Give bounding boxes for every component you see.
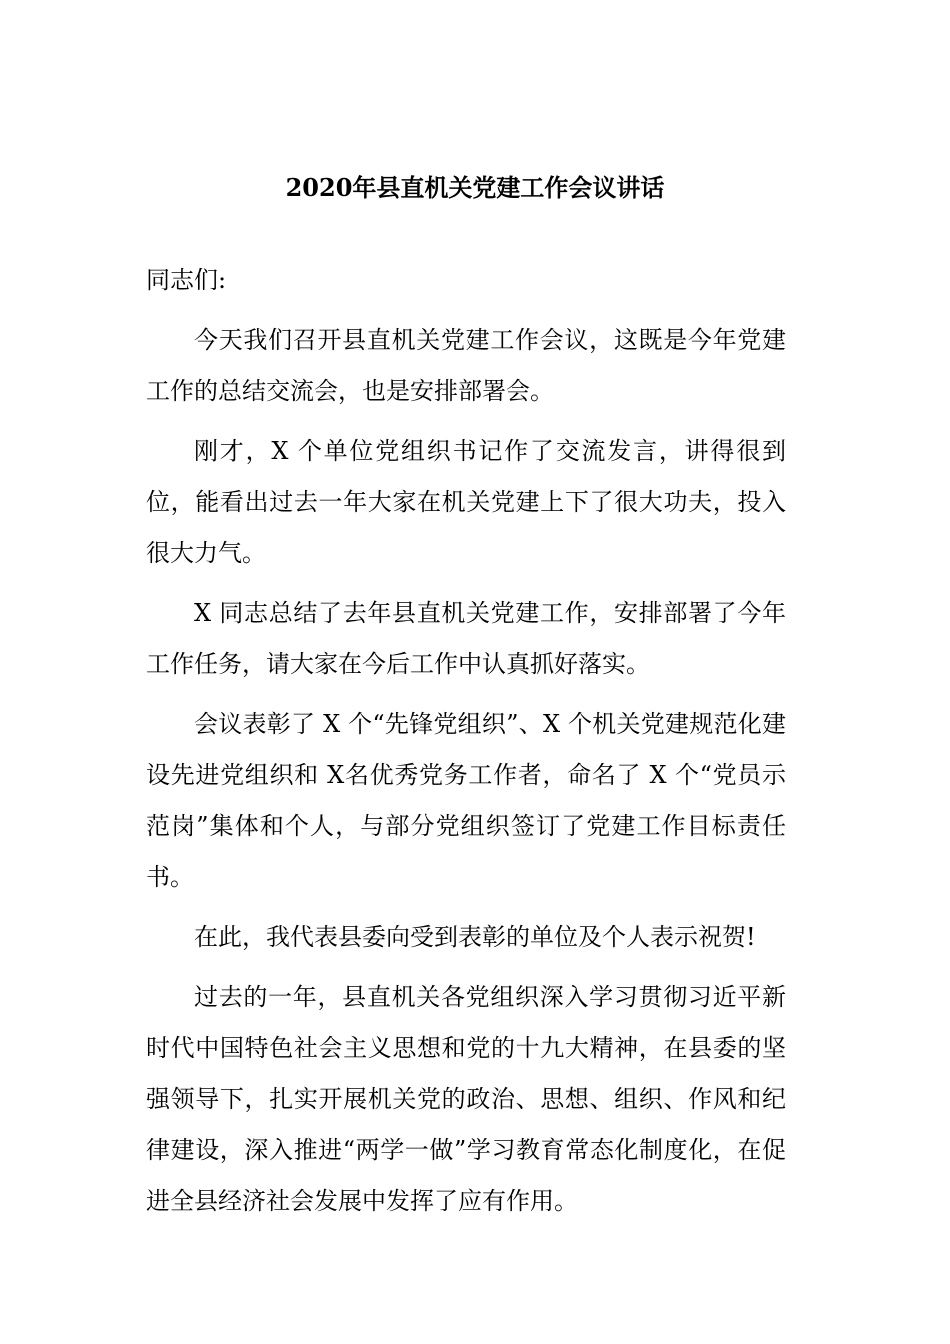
document-body	[146, 255, 786, 1236]
paragraph-exchange-speeches: 刚才，X 个单位党组织书记作了交流发言，讲得很到位，能看出过去一年大家在机关党建上下了很大功夫，投入很大力气。	[146, 437, 786, 567]
paragraph-congratulations: 在此，我代表县委向受到表彰的单位及个人表示祝贺!	[194, 923, 756, 951]
document-title: 2020年县直机关党建工作会议讲话	[285, 173, 665, 202]
paragraph-commendations: 会议表彰了 X 个“先锋党组织”、X 个机关党建规范化建设先进党组织和 X名优秀党务工作者，命名了 X 个“党员示范岗”集体和个人，与部分党组织签订了党建工作目标责任书。	[146, 710, 786, 891]
paragraph-work-summary: X 同志总结了去年县直机关党建工作，安排部署了今年工作任务，请大家在今后工作中认真抓好落实。	[146, 599, 786, 678]
paragraph-opening: 今天我们召开县直机关党建工作会议，这既是今年党建工作的总结交流会，也是安排部署会。	[146, 326, 786, 405]
salutation: 同志们:	[146, 266, 227, 294]
paragraph-past-year: 过去的一年，县直机关各党组织深入学习贯彻习近平新时代中国特色社会主义思想和党的十九大精神，在县委的坚强领导下，扎实开展机关党的政治、思想、组织、作风和纪律建设，深入推进“两学一做”学习教育常态化制度化，在促进全县经济社会发展中发挥了应有作用。	[146, 983, 786, 1215]
